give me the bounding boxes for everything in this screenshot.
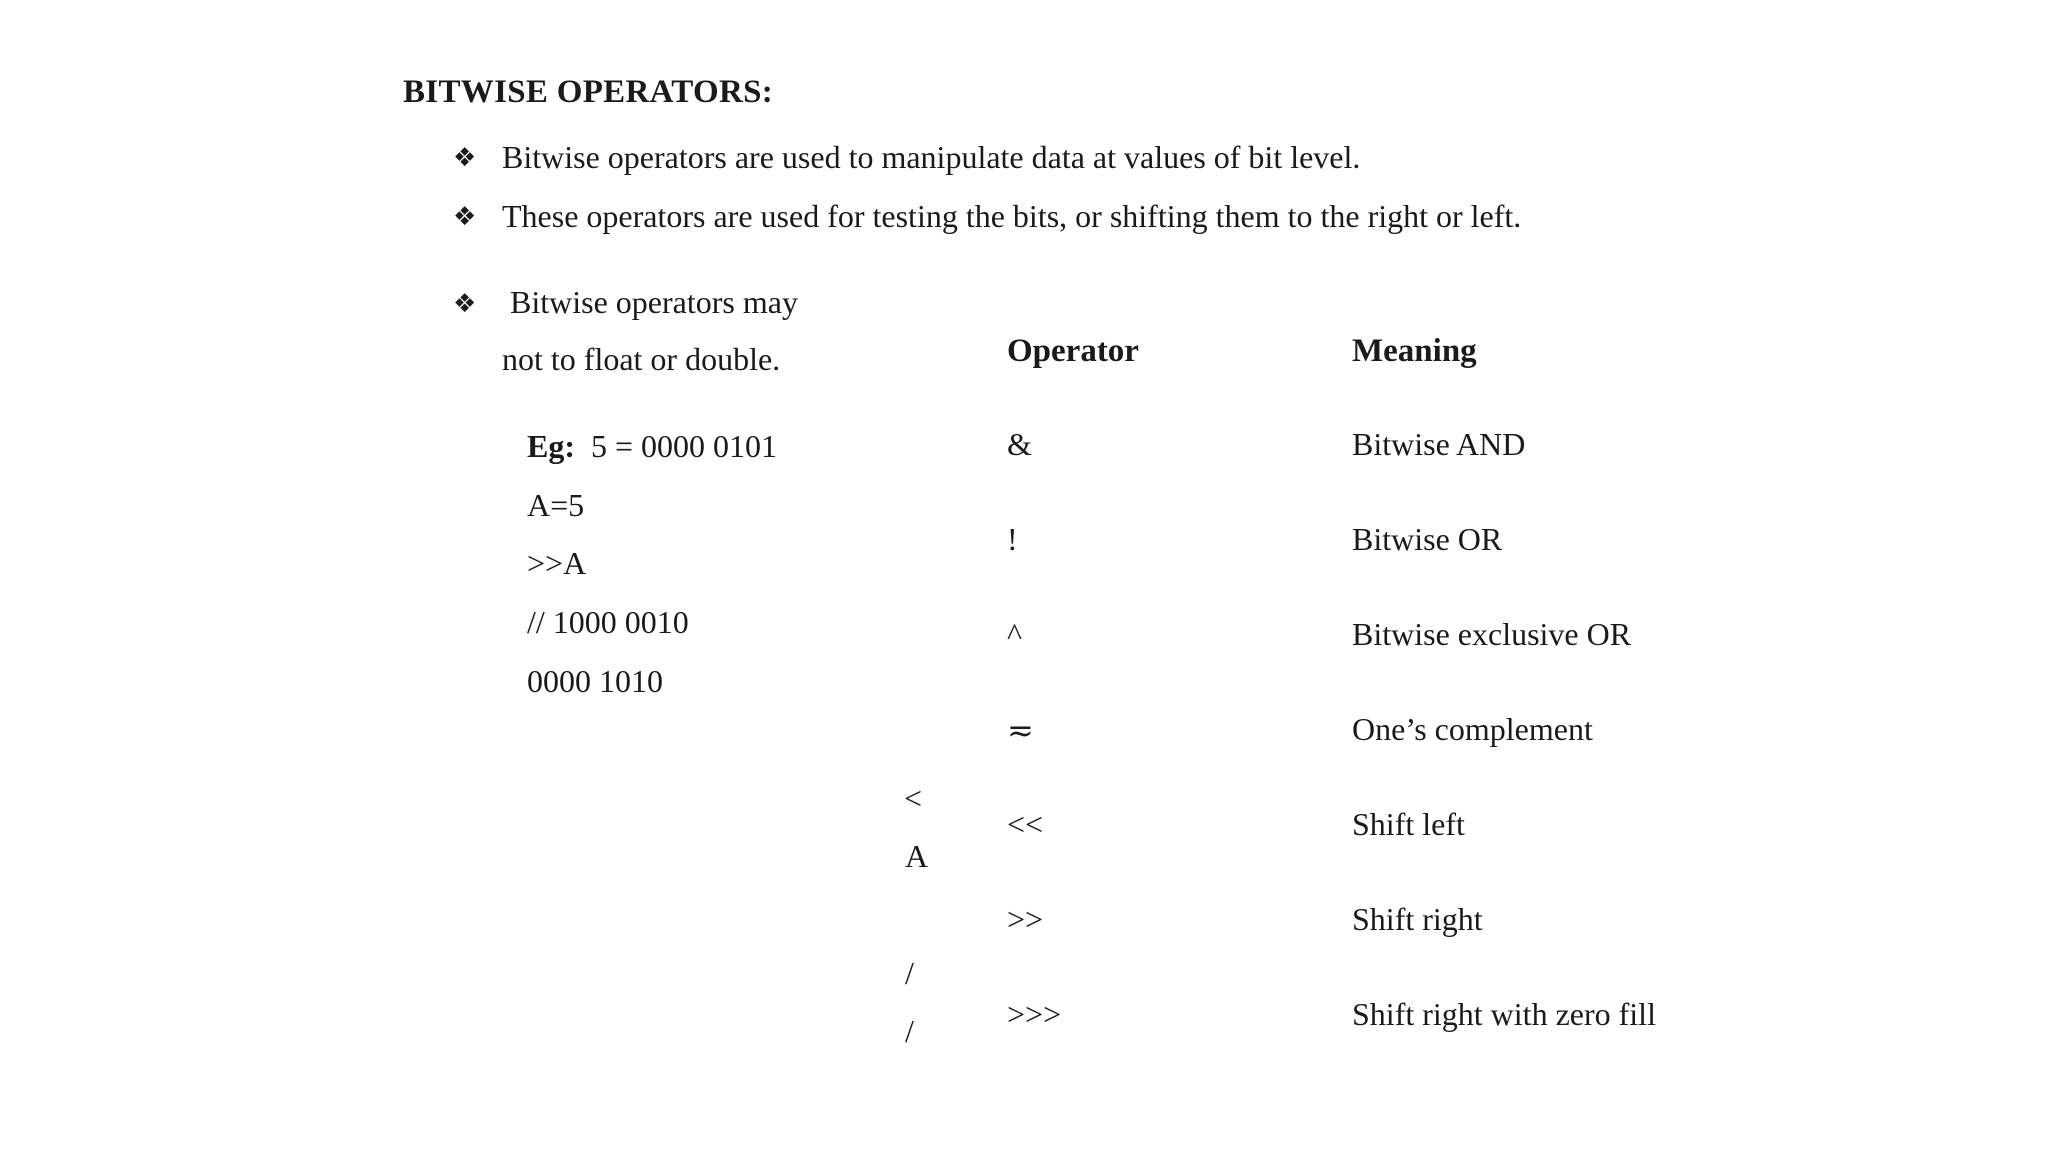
example-line-5: 0000 1010 <box>527 663 663 699</box>
operator-cell: ! <box>1007 521 1018 557</box>
operator-cell: ≂ <box>1007 712 1034 748</box>
bullet-text-3-continuation: not to float or double. <box>502 341 781 377</box>
example-label: Eg: <box>527 428 575 464</box>
example-line-3: >>A <box>527 545 587 581</box>
meaning-cell: One’s complement <box>1352 711 1593 747</box>
table-header-meaning: Meaning <box>1352 333 1477 369</box>
meaning-cell: Shift right with zero fill <box>1352 996 1656 1032</box>
diamond-bullet-icon: ❖ <box>453 202 477 232</box>
diamond-bullet-icon: ❖ <box>453 289 477 319</box>
table-header-operator: Operator <box>1007 333 1139 369</box>
operator-cell: ^ <box>1007 616 1023 652</box>
meaning-cell: Bitwise OR <box>1352 521 1503 557</box>
operator-cell: >> <box>1007 901 1044 937</box>
meaning-cell: Bitwise exclusive OR <box>1352 616 1632 652</box>
page-title: BITWISE OPERATORS: <box>403 74 774 110</box>
operator-cell: >>> <box>1007 996 1062 1032</box>
example-line-2: A=5 <box>527 487 585 523</box>
meaning-cell: Shift left <box>1352 806 1465 842</box>
operator-cell: & <box>1007 426 1032 462</box>
bullet-text-1: Bitwise operators are used to manipulate data at values of bit level. <box>502 139 1361 175</box>
stray-char: / <box>905 955 914 991</box>
example-value: 5 = 0000 0101 <box>591 428 778 464</box>
stray-char: / <box>905 1013 914 1049</box>
stray-char: < <box>904 780 923 816</box>
meaning-cell: Bitwise AND <box>1352 426 1526 462</box>
meaning-cell: Shift right <box>1352 901 1483 937</box>
diamond-bullet-icon: ❖ <box>453 143 477 173</box>
bullet-text-2: These operators are used for testing the bits, or shifting them to the right or left. <box>502 198 1522 234</box>
example-line-4: // 1000 0010 <box>527 604 689 640</box>
bullet-text-3: Bitwise operators may <box>510 284 798 320</box>
operator-cell: << <box>1007 806 1044 842</box>
stray-char: A <box>905 838 929 874</box>
example-line-1 <box>527 428 777 465</box>
